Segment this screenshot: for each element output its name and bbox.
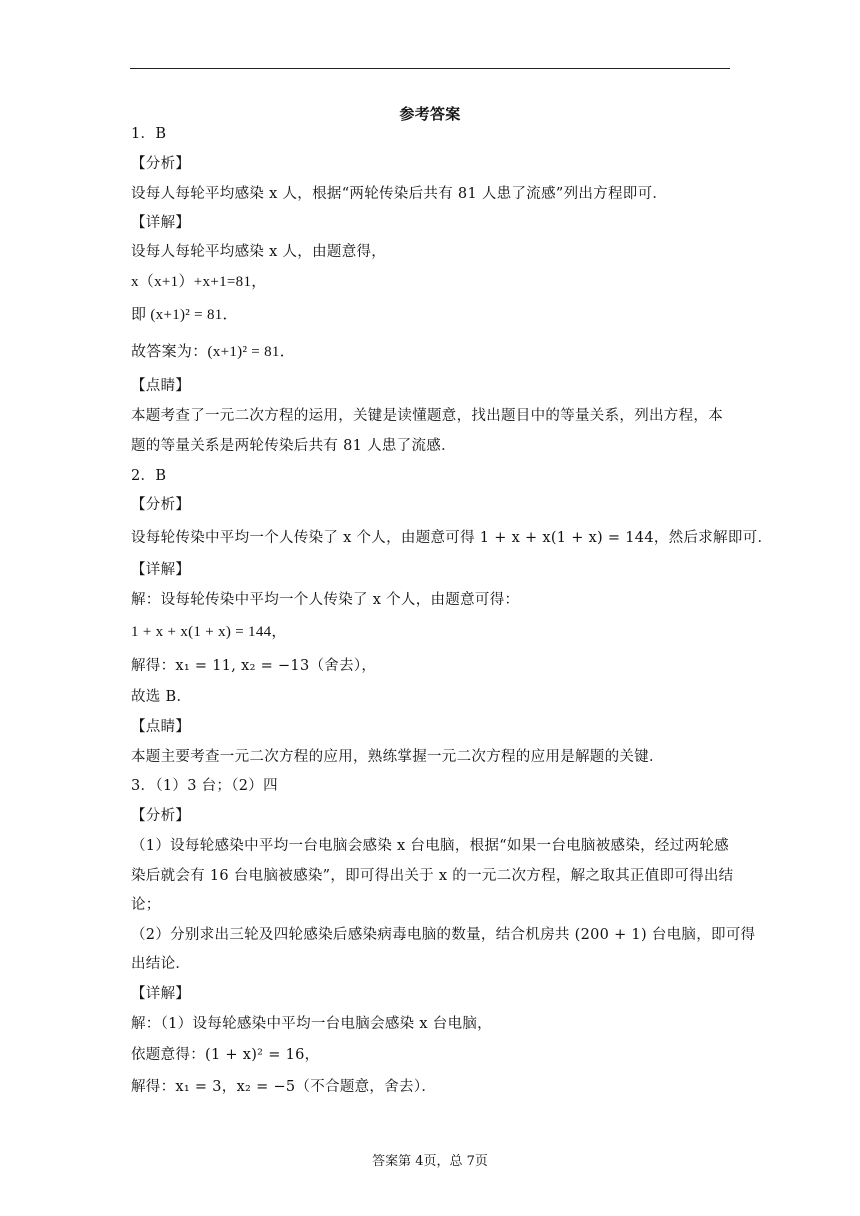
- page-title: 参考答案: [399, 105, 461, 123]
- answer-line: 解：设每轮传染中平均一个人传染了 x 个人，由题意可得：: [131, 592, 520, 608]
- answer-line: 设每人每轮平均感染 x 人，根据“两轮传染后共有 81 人患了流感”列出方程即可．: [131, 186, 668, 202]
- answer-line: 3．（1）3 台；（2）四: [131, 778, 278, 794]
- answer-line: （1）设每轮感染中平均一台电脑会感染 x 台电脑，根据“如果一台电脑被感染，经过两轮感: [131, 838, 729, 854]
- answer-line: 染后就会有 16 台电脑被感染”，即可得出关于 x 的一元二次方程，解之取其正值即可得出结: [131, 868, 734, 884]
- answer-line: 【点睛】: [131, 719, 191, 735]
- page-footer: 答案第 4页，总 7页: [372, 1154, 488, 1169]
- answer-line: 【详解】: [131, 986, 191, 1002]
- answer-line: 依题意得：(1 + x)² = 16，: [131, 1047, 320, 1063]
- answer-line: 1．B: [131, 126, 167, 142]
- answer-line: 解：（1）设每轮感染中平均一台电脑会感染 x 台电脑，: [131, 1016, 492, 1032]
- answer-line: 【点睛】: [131, 378, 191, 394]
- answer-line: 1 + x + x(1 + x) = 144，: [131, 624, 287, 640]
- answer-line: 故选 B．: [131, 689, 192, 705]
- answer-line: 【分析】: [131, 497, 191, 513]
- answer-line: 2．B: [131, 468, 167, 484]
- answer-line: 论；: [131, 897, 161, 913]
- answer-line: x（x+1）+x+1=81，: [131, 274, 267, 290]
- answer-line: （2）分别求出三轮及四轮感染后感染病毒电脑的数量，结合机房共 (200 + 1) 台电脑，即可得: [131, 927, 756, 943]
- header-rule: [130, 68, 730, 69]
- answer-line: 本题考查了一元二次方程的运用，关键是读懂题意，找出题目中的等量关系，列出方程，本: [131, 408, 723, 424]
- answer-line: 【详解】: [131, 562, 191, 578]
- answer-line: 设每人每轮平均感染 x 人，由题意得，: [131, 244, 387, 260]
- answer-line: 【分析】: [131, 156, 191, 172]
- answer-line: 【分析】: [131, 808, 191, 824]
- answer-line: 故答案为：(x+1)² = 81．: [131, 344, 296, 360]
- answer-line: 设每轮传染中平均一个人传染了 x 个人，由题意可得 1 + x + x(1 + x) = 144，然后求解即可．: [131, 530, 773, 546]
- answer-line: 解得：x₁ = 11, x₂ = −13（舍去），: [131, 658, 377, 674]
- answer-line: 即 (x+1)² = 81．: [131, 307, 238, 323]
- answer-line: 本题主要考查一元二次方程的应用，熟练掌握一元二次方程的应用是解题的关键．: [131, 749, 664, 765]
- answer-line: 【详解】: [131, 215, 191, 231]
- answer-line: 解得：x₁ = 3，x₂ = −5（不合题意，舍去）．: [131, 1079, 437, 1095]
- answer-line: 题的等量关系是两轮传染后共有 81 人患了流感．: [131, 438, 456, 454]
- answer-line: 出结论．: [131, 956, 191, 972]
